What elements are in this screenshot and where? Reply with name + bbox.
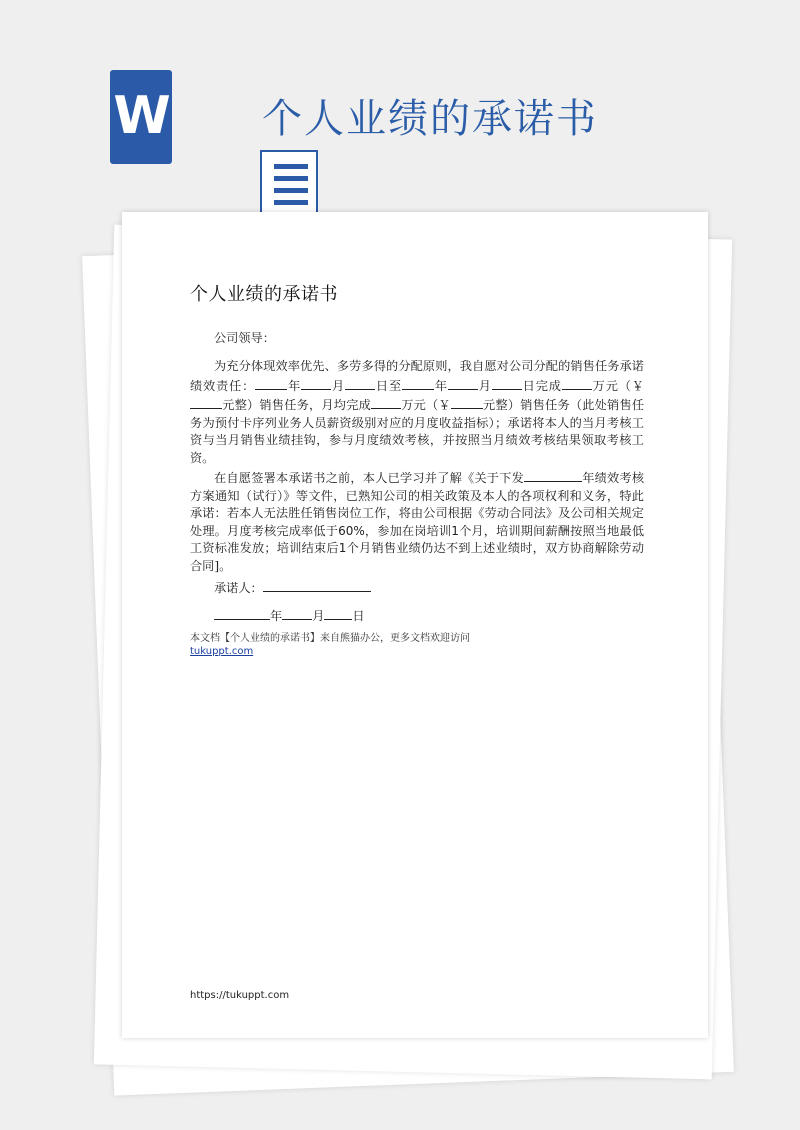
word-letter: W (113, 86, 171, 146)
date-line: 年 月 日 (214, 606, 668, 626)
source-link[interactable]: tukuppt.com (190, 646, 254, 657)
paragraph-acknowledgement: 在自愿签署本承诺书之前，本人已学习并了解《关于下发 年绩效考核方案通知（试行）》等文件，已熟知公司的相关政策及本人的各项权利和义务，特此承诺：若本人无法胜任销售岗位工作，将由公司根据《劳动合同法》及公司相关规定处理。月度考核完成率低于60%，参加在岗培训1个月，培训期间薪酬按照当地最低工资标准发放；培训结束后1个月销售业绩仍达不到上述业绩时，双方协商解除劳动合同]。 (190, 468, 644, 576)
banner-title: 个人业绩的承诺书 (262, 96, 598, 142)
signature-line: 承诺人： (214, 578, 668, 598)
document-page (122, 212, 708, 1038)
document-title: 个人业绩的承诺书 (190, 284, 338, 305)
salutation: 公司领导： (214, 331, 275, 345)
source-note: 本文档【个人业绩的承诺书】来自熊猫办公，更多文档欢迎访问 (190, 633, 470, 644)
paragraph-commitment: 为充分体现效率优先、多劳多得的分配原则，我自愿对公司分配的销售任务承诺绩效责任： 年 月 日至 年 月 日完成 万元（￥元整）销售任务，月均完成 万元（￥ 元整）销售任务（此处销售任务为预付卡序列业务人员薪资级别对应的月度收益指标）；承诺将本人的当月考核工资与当月销售业绩挂钩，参与月度绩效考核，并按照当月绩效考核结果领取考核工资。 (190, 359, 645, 465)
banner (0, 0, 800, 200)
page-footer-url: https://tukuppt.com (190, 990, 290, 1001)
